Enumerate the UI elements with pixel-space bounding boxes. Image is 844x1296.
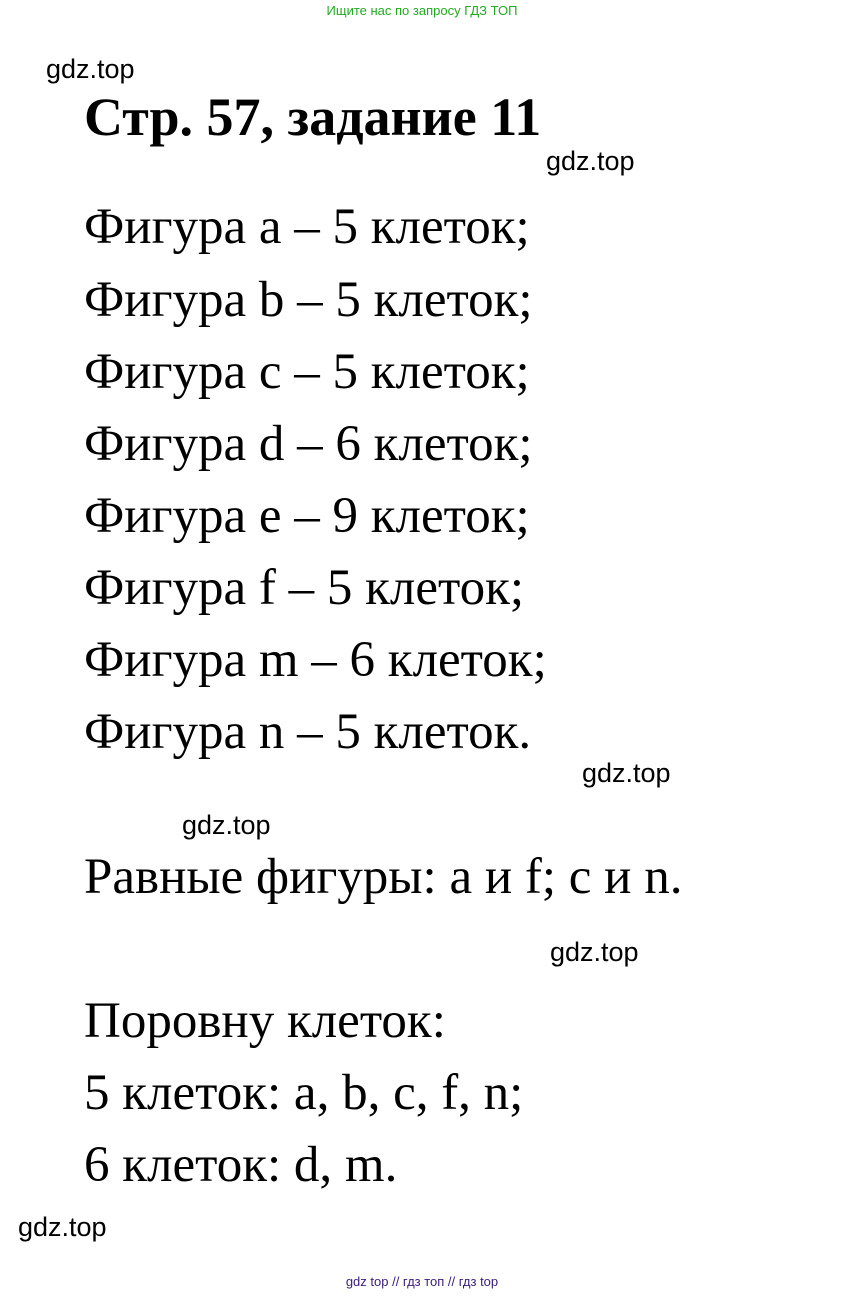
figure-line-b: Фигура b – 5 клеток; [84, 272, 533, 328]
figure-line-m: Фигура m – 6 клеток; [84, 632, 547, 688]
figure-line-c: Фигура c – 5 клеток; [84, 344, 530, 400]
watermark: gdz.top [46, 54, 135, 84]
watermark: gdz.top [582, 758, 671, 788]
figure-line-f: Фигура f – 5 клеток; [84, 560, 525, 616]
figure-line-n: Фигура n – 5 клеток. [84, 704, 532, 760]
five-cells-line: 5 клеток: a, b, c, f, n; [84, 1065, 524, 1121]
header-banner[interactable]: Ищите нас по запросу ГДЗ ТОП [326, 3, 518, 18]
equal-figures-line: Равные фигуры: a и f; c и n. [84, 849, 683, 905]
watermark: gdz.top [18, 1212, 107, 1242]
page-title: Стр. 57, задание 11 [84, 87, 542, 147]
six-cells-line: 6 клеток: d, m. [84, 1137, 398, 1193]
watermark: gdz.top [182, 810, 271, 840]
watermark: gdz.top [550, 937, 639, 967]
footer-links[interactable]: gdz top // гдз топ // гдз top [345, 1274, 499, 1289]
figure-line-e: Фигура e – 9 клеток; [84, 488, 530, 544]
watermark: gdz.top [546, 146, 635, 176]
figure-line-a: Фигура a – 5 клеток; [84, 199, 530, 255]
equal-cells-heading: Поровну клеток: [84, 993, 446, 1049]
figure-line-d: Фигура d – 6 клеток; [84, 416, 533, 472]
